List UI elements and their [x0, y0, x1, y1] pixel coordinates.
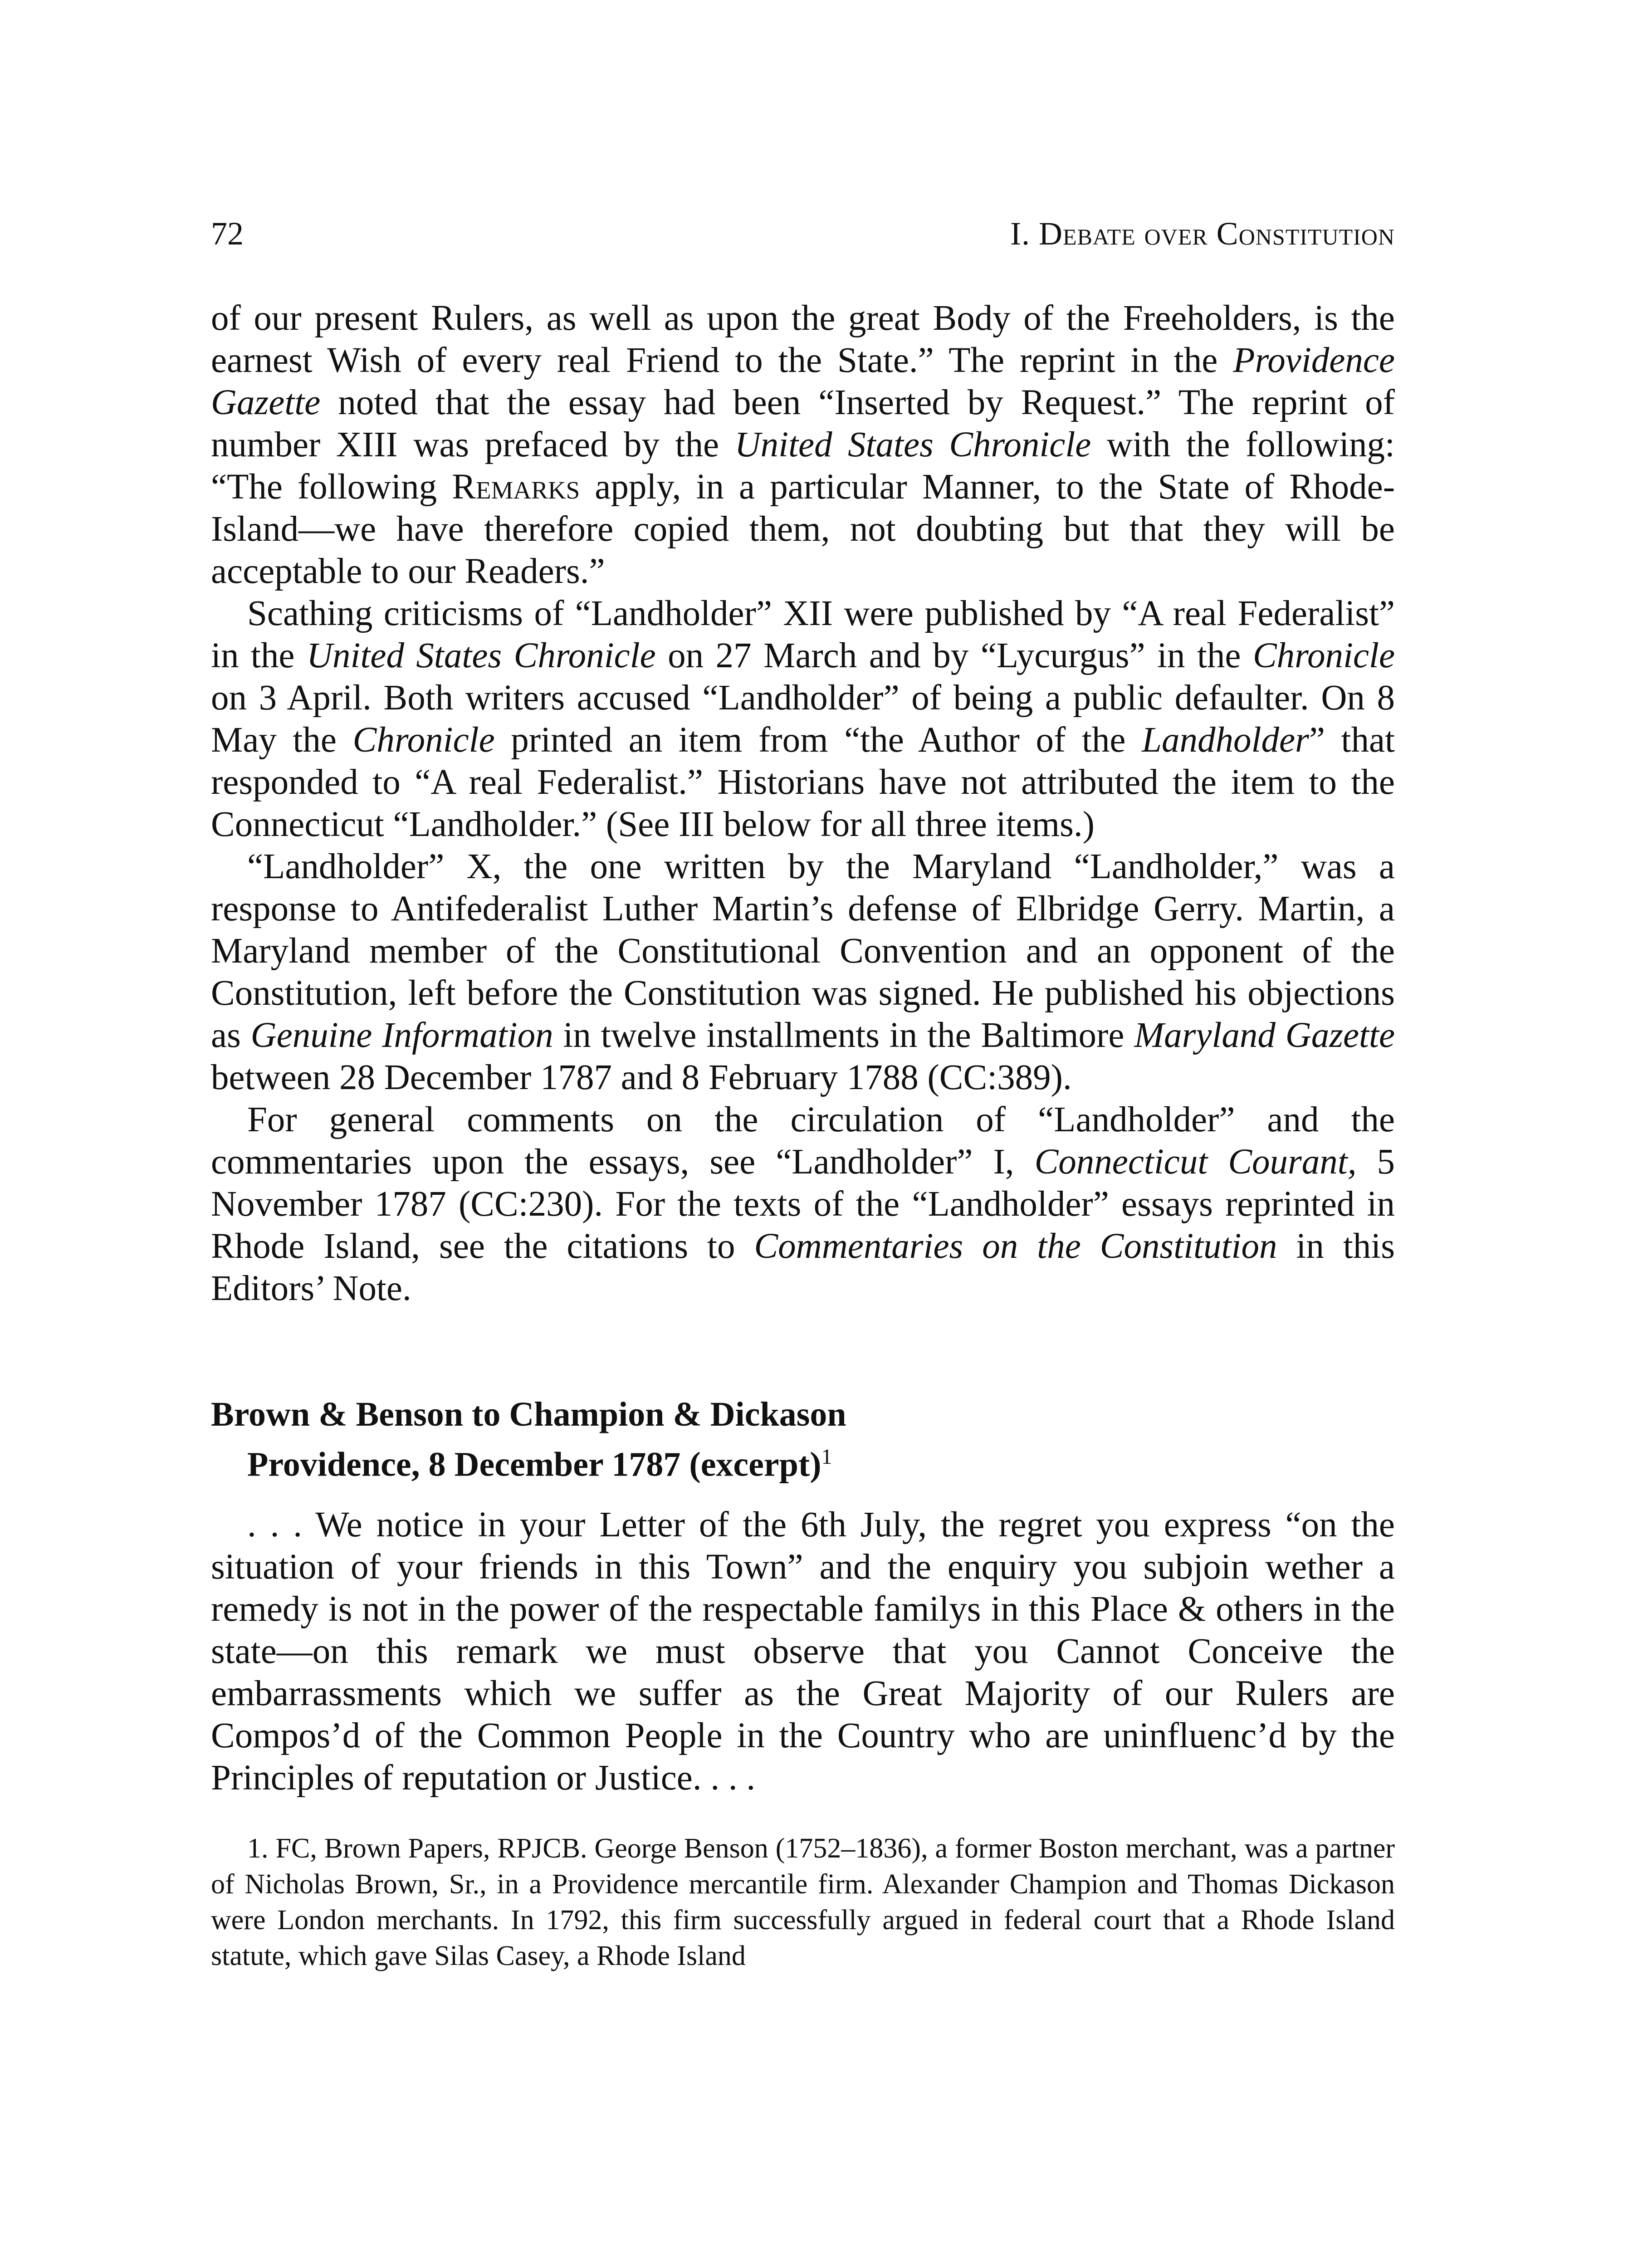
text-run: For general comments on the circulation of “Landholder” and the commentaries upon the essays, see “Landholder” I,: [211, 1100, 1395, 1182]
italic-title: Providence Gazette: [211, 341, 1395, 422]
editors-note-paragraph-4: [211, 1099, 1395, 1310]
text-run: “Landholder” X, the one written by the Maryland “Landholder,” was a response to Antifederalist Luther Martin’s defense of Elbridge Gerry. Martin, a Maryland member of the Constitutional Convention and an opponent of the Constitution, left before the Constitution was signed. He published his objections as: [211, 847, 1395, 1055]
text-run: in twelve installments in the Baltimore: [553, 1016, 1134, 1055]
book-page: [211, 213, 1395, 1974]
italic-title: Chronicle: [1252, 636, 1395, 675]
footnote-marker: 1: [821, 1445, 832, 1469]
text-run: of our present Rulers, as well as upon the great Body of the Freeholders, is the earnest Wish of every real Friend to the State.” The reprint in the: [211, 298, 1395, 380]
page-number: 72: [211, 215, 244, 252]
text-run: on 27 March and by “Lycurgus” in the: [655, 636, 1253, 675]
running-head: [211, 213, 1395, 254]
text-run: Scathing criticisms of “Landholder” XII were published by “A real Federalist” in the: [211, 594, 1395, 675]
editors-note-paragraph-2: [211, 592, 1395, 846]
document-heading-dateline: [211, 1436, 1395, 1486]
text-run: in this Editors’ Note.: [211, 1227, 1395, 1308]
text-run: on 3 April. Both writers accused “Landholder” of being a public defaulter. On 8 May the: [211, 678, 1395, 760]
italic-title: Genuine Information: [250, 1016, 553, 1055]
italic-title: Commentaries on the Constitution: [754, 1227, 1277, 1266]
footnote: 1. FC, Brown Papers, RPJCB. George Benson (1752–1836), a former Boston merchant, was a partner of Nicholas Brown, Sr., in a Providence mercantile firm. Alexander Champion and Thomas Dickason were London merchants. In 1792, this firm successfully argued in federal court that a Rhode Island statute, which gave Silas Casey, a Rhode Island: [211, 1833, 1395, 1972]
editors-note-paragraph-1: [211, 297, 1395, 592]
italic-title: Maryland Gazette: [1134, 1016, 1395, 1055]
italic-title: United States Chronicle: [734, 425, 1091, 464]
running-title: I. Debate over Constitution: [1010, 215, 1395, 252]
document-heading: [211, 1393, 1395, 1486]
letter-body: [211, 1504, 1395, 1799]
editors-note: [211, 297, 1395, 1310]
italic-title: Chronicle: [352, 720, 495, 760]
text-run: between 28 December 1787 and 8 February 1788 (CC:389).: [211, 1058, 1072, 1097]
text-run: noted that the essay had been “Inserted by Request.” The reprint of number XIII was prefaced by the: [211, 383, 1395, 464]
text-run: printed an item from “the Author of the: [494, 720, 1142, 760]
dateline-text: Providence, 8 December 1787 (excerpt): [247, 1445, 821, 1484]
italic-title: United States Chronicle: [306, 636, 656, 675]
document-heading-title: Brown & Benson to Champion & Dickason: [211, 1395, 846, 1433]
text-run: with the following: “The following: [211, 425, 1395, 507]
letter-excerpt: . . . We notice in your Letter of the 6th July, the regret you express “on the situation of your friends in this Town” and the enquiry you subjoin wether a remedy is not in the power of the respectable familys in this Place & others in the state—on this remark we must observe that you Cannot Conceive the embarrassments which we suffer as the Great Majority of our Rulers are Compos’d of the Common People in the Country who are uninfluenc’d by the Principles of reputation or Justice. . . .: [211, 1505, 1395, 1798]
text-run: apply, in a particular Manner, to the State of Rhode-Island—we have therefore copied them, not doubting but that they will be acceptable to our Readers.”: [211, 467, 1395, 591]
small-caps-word: Remarks: [452, 467, 580, 507]
italic-title: Landholder: [1142, 720, 1309, 760]
text-run: 5 November 1787 (CC:230). For the texts of the “Landholder” essays reprinted in Rhode Island, see the citations to: [211, 1142, 1395, 1266]
italic-title: Connecticut Courant,: [1034, 1142, 1357, 1182]
editors-note-paragraph-3: [211, 846, 1395, 1099]
text-run: ” that responded to “A real Federalist.” Historians have not attributed the item to the Connecticut “Landholder.” (See III below for all three items.): [211, 720, 1395, 844]
